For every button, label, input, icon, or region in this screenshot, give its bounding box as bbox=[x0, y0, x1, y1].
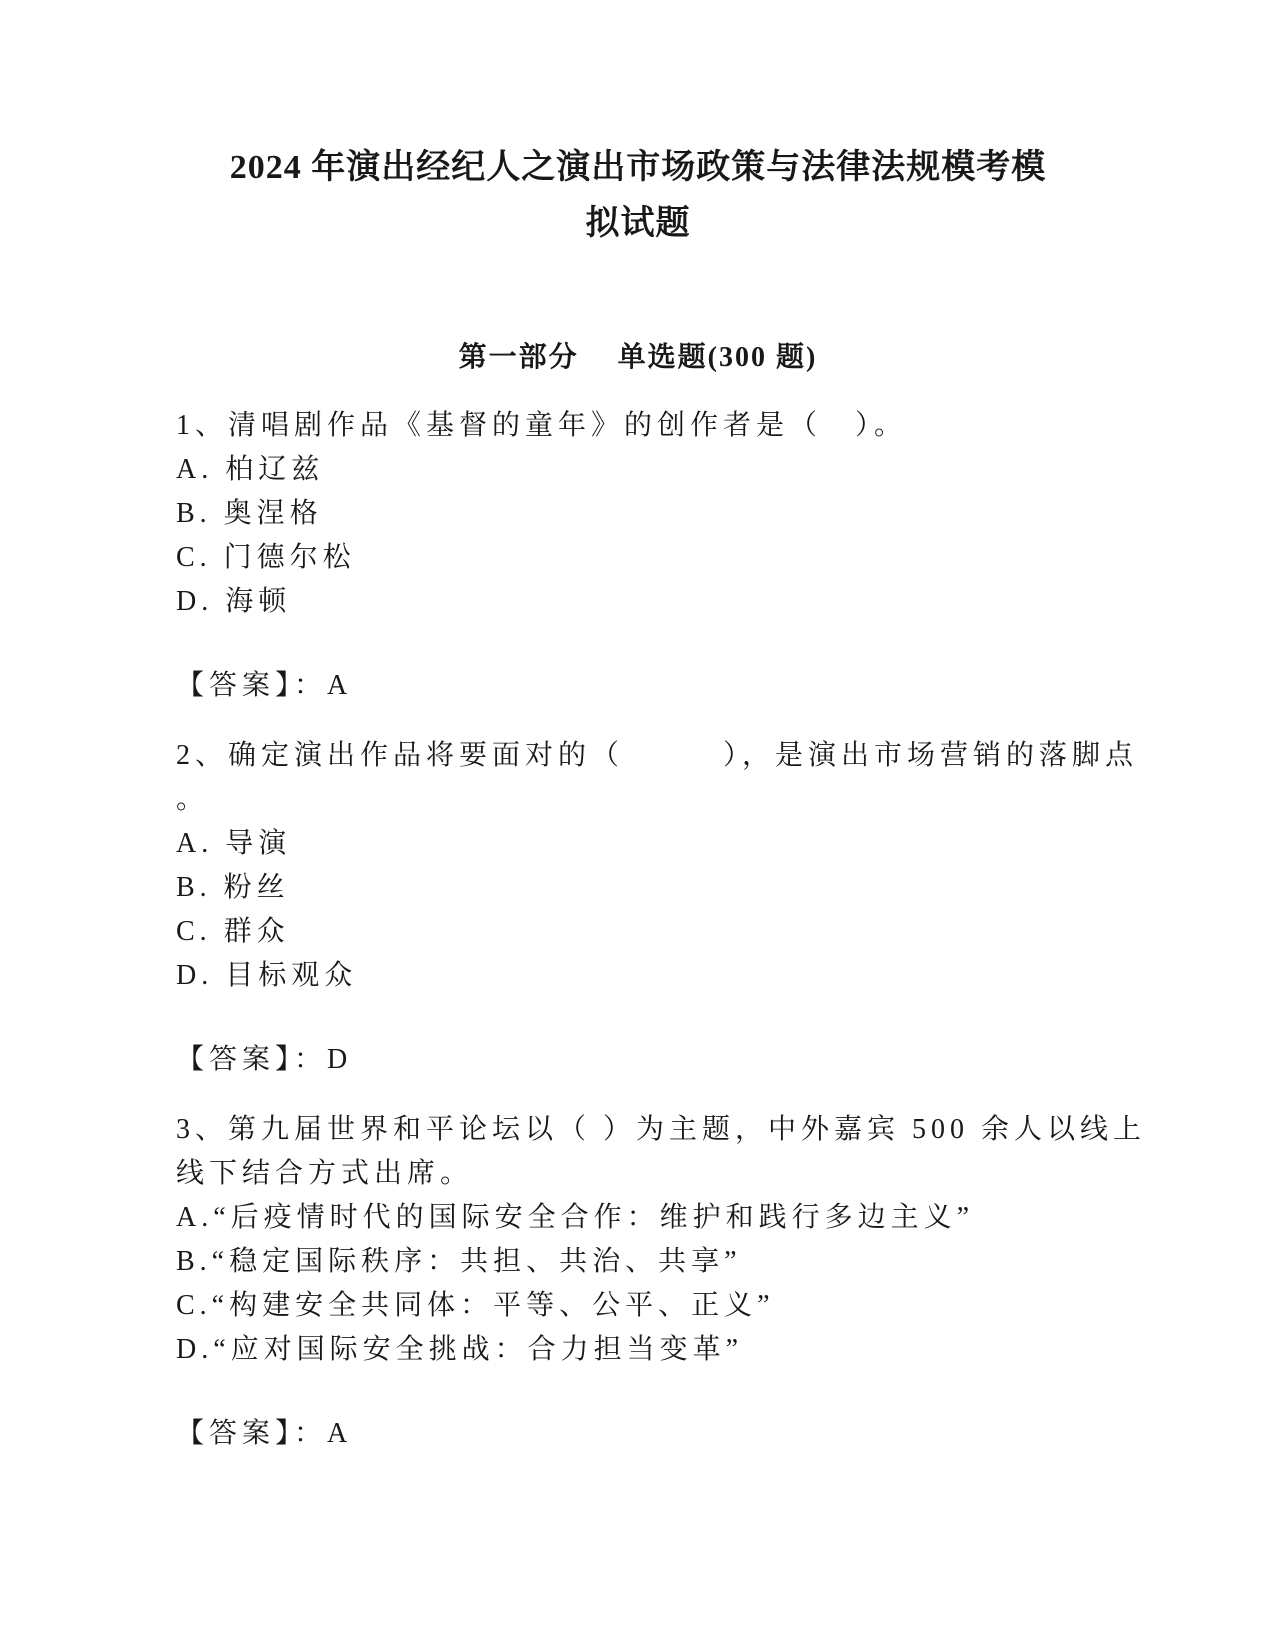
question-3-options bbox=[176, 1196, 1100, 1372]
question-2-options bbox=[176, 822, 1100, 998]
question-3-option-d: D.“应对国际安全挑战：合力担当变革” bbox=[176, 1334, 744, 1365]
section-heading: 第一部分 单选题(300 题) bbox=[458, 342, 818, 373]
question-1-option-b: B. 奥涅格 bbox=[176, 498, 323, 529]
title-line-1: 2024 年演出经纪人之演出市场政策与法律法规模考模 bbox=[229, 149, 1047, 186]
question-3-answer: 【答案】：A bbox=[176, 1418, 353, 1449]
question-3-option-a: A.“后疫情时代的国际安全合作：维护和践行多边主义” bbox=[176, 1202, 975, 1233]
question-3-option-c: C.“构建安全共同体：平等、公平、正义” bbox=[176, 1290, 775, 1321]
question-3-stem bbox=[176, 1108, 1147, 1196]
question-3-option-b: B.“稳定国际秩序：共担、共治、共享” bbox=[176, 1246, 742, 1277]
document-content bbox=[176, 140, 1147, 1456]
question-1-stem-line-1: 1、清唱剧作品《基督的童年》的创作者是（ ）。 bbox=[176, 410, 908, 441]
question-3-stem-line-1: 3、第九届世界和平论坛以（ ）为主题，中外嘉宾 500 余人以线上 bbox=[176, 1114, 1147, 1145]
question-block-3 bbox=[176, 1108, 1147, 1456]
question-2-option-c: C. 群众 bbox=[176, 916, 290, 947]
question-1-option-d: D. 海顿 bbox=[176, 586, 292, 617]
question-1-options bbox=[176, 448, 1100, 624]
question-1-stem bbox=[176, 404, 1100, 448]
document-title bbox=[176, 140, 1100, 252]
question-2-stem-line-2: 。 bbox=[176, 784, 210, 815]
question-2-stem-line-1: 2、确定演出作品将要面对的（ ），是演出市场营销的落脚点 bbox=[176, 740, 1139, 771]
question-1-option-c: C. 门德尔松 bbox=[176, 542, 356, 573]
question-3-stem-line-2: 线下结合方式出席。 bbox=[176, 1158, 474, 1189]
question-2-option-b: B. 粉丝 bbox=[176, 872, 290, 903]
question-list bbox=[176, 404, 1147, 1456]
title-line-2: 拟试题 bbox=[585, 205, 691, 242]
question-2-stem bbox=[176, 734, 1139, 822]
question-1-answer: 【答案】：A bbox=[176, 670, 353, 701]
question-2-option-d: D. 目标观众 bbox=[176, 960, 358, 991]
question-block-1 bbox=[176, 404, 1100, 708]
question-2-option-a: A. 导演 bbox=[176, 828, 292, 859]
question-1-option-a: A. 柏辽兹 bbox=[176, 454, 325, 485]
question-block-2 bbox=[176, 734, 1139, 1082]
question-2-answer: 【答案】：D bbox=[176, 1044, 353, 1075]
